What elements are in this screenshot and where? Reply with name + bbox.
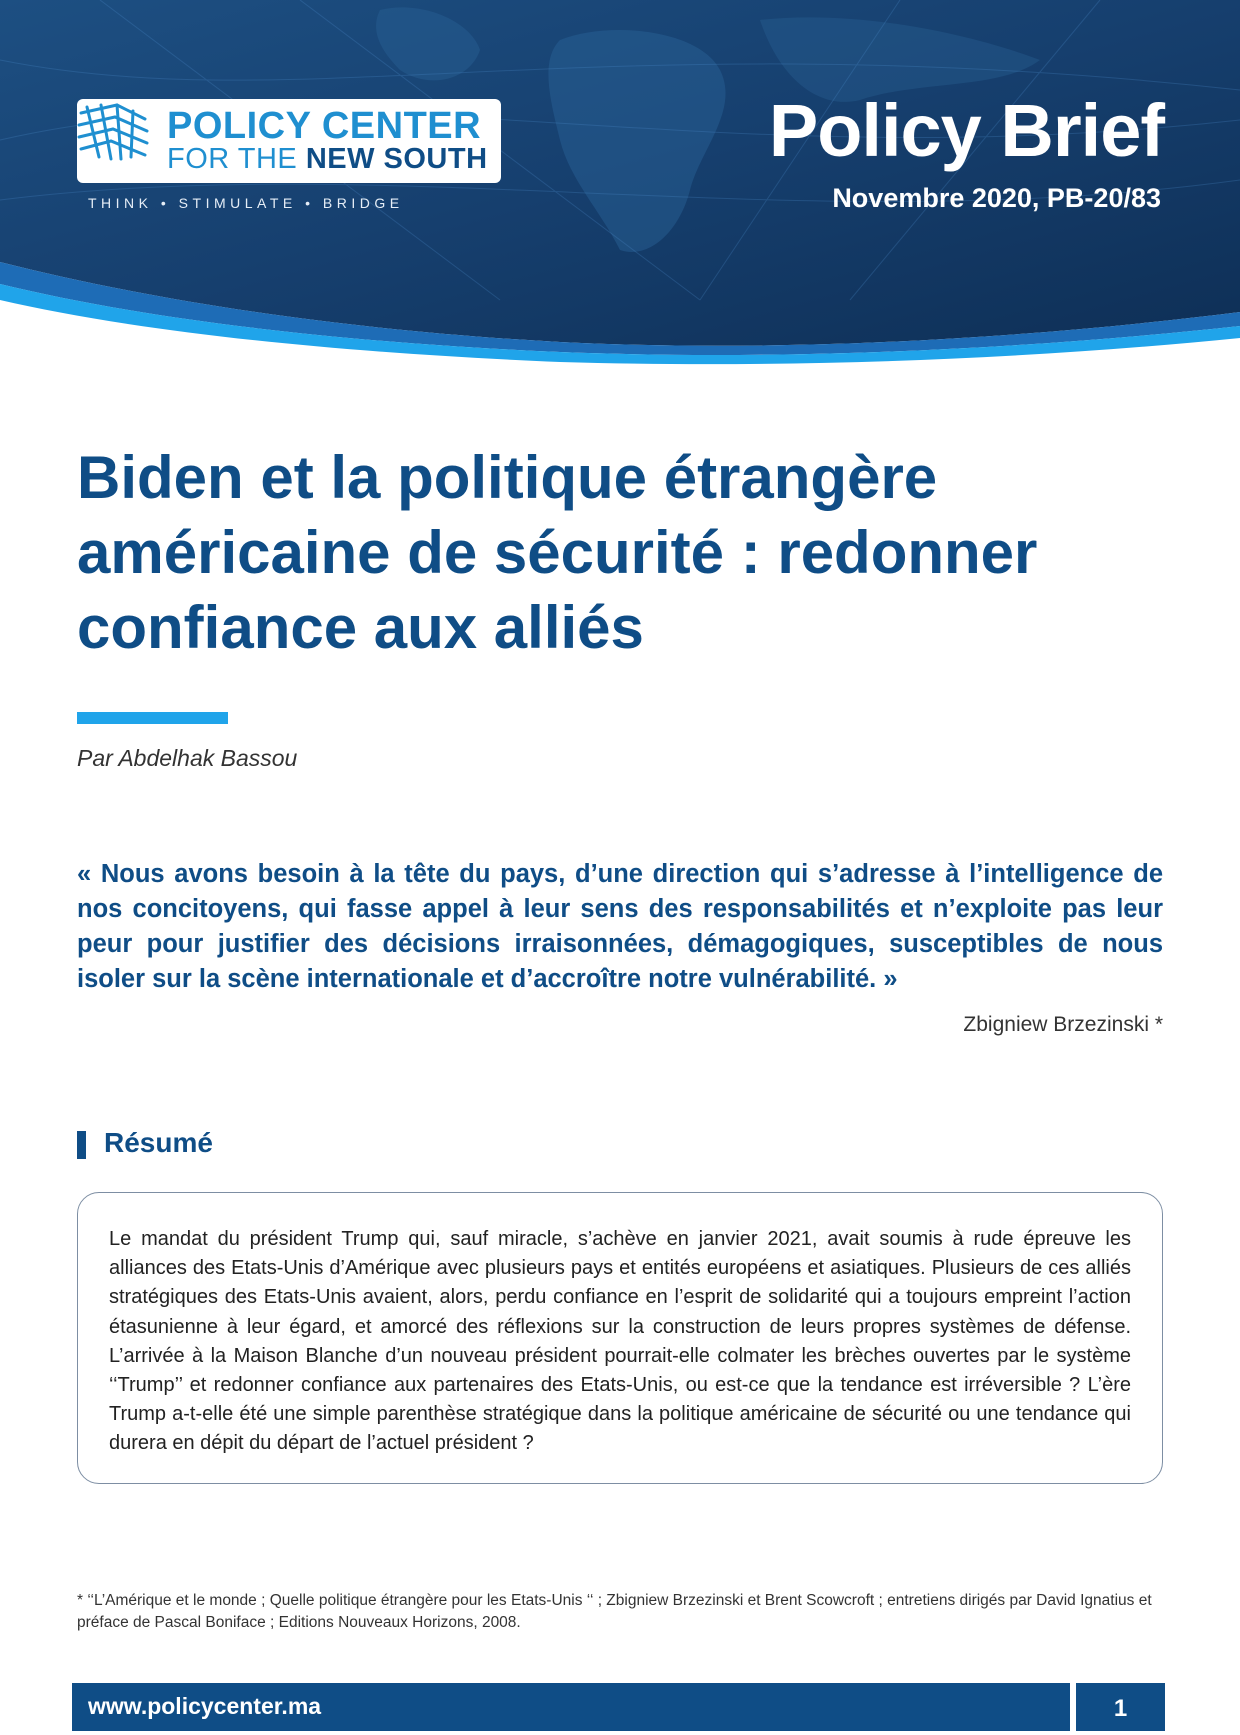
summary-text: Le mandat du président Trump qui, sauf miracle, s’achève en janvier 2021, avait soumis à rude épreuve les alliances des Etats-Unis d’Amérique avec plusieurs pays et entités européens et asiatiques. Plusieurs de ces alliés stratégiques des Etats-Unis avaient, alors, perdu confiance en l’esprit de solidarité qui a toujours empreint l’action étasunienne à leur égard, et amorcé des réflexions sur la construction de leurs propres systèmes de défense. L’arrivée à la Maison Blanche d’un nouveau président pourrait-elle colmater les brèches ouvertes par le système ‘‘Trump’’ et redonner confiance aux partenaires des Etats-Unis, ou est-ce que la tendance est irréversible ? L’ère Trump a-t-elle été une simple parenthèse stratégique dans la politique américaine de sécurité ou une tendance qui durera en dépit du départ de l’actuel président ? — [109, 1228, 1131, 1455]
quote-attribution: Zbigniew Brzezinski * — [963, 1013, 1163, 1036]
section-marker — [77, 1131, 86, 1159]
logo-line-2: FOR THE NEW SOUTH — [167, 143, 488, 175]
logo[interactable] — [77, 99, 501, 183]
footer-bar — [72, 1683, 1070, 1731]
title-divider — [77, 712, 228, 724]
section-heading-resume: Résumé — [104, 1127, 213, 1158]
author-byline: Par Abdelhak Bassou — [77, 745, 298, 771]
date-reference: Novembre 2020, PB-20/83 — [832, 183, 1161, 213]
summary-box — [77, 1192, 1163, 1484]
header-banner — [0, 0, 1240, 370]
page-number: 1 — [1076, 1683, 1165, 1731]
document-type: Policy Brief — [768, 89, 1164, 172]
website-link[interactable]: www.policycenter.ma — [88, 1693, 322, 1719]
logo-line-1: POLICY CENTER — [167, 105, 482, 147]
epigraph-quote: « Nous avons besoin à la tête du pays, d’une direction qui s’adresse à l’intelligence de nos concitoyens, qui fasse appel à leur sens des responsabilités et n’exploite pas leur peur pour justifier des décisions irraisonnées, démagogiques, susceptibles de nous isoler sur la scène internationale et d’accroître notre vulnérabilité. » — [77, 860, 1163, 993]
tagline: THINK • STIMULATE • BRIDGE — [88, 195, 404, 211]
document-title: Biden et la politique étrangère américaine de sécurité : redonner confiance aux alliés — [77, 444, 1038, 661]
footnote: * ‘‘L’Amérique et le monde ; Quelle politique étrangère pour les Etats-Unis ‘‘ ; Zbigniew Brzezinski et Brent Scowcroft ; entretiens dirigés par David Ignatius et préface de Pascal Boniface ; Editions Nouveaux Horizons, 2008. — [77, 1592, 1152, 1631]
globe-grid-icon — [77, 99, 149, 163]
